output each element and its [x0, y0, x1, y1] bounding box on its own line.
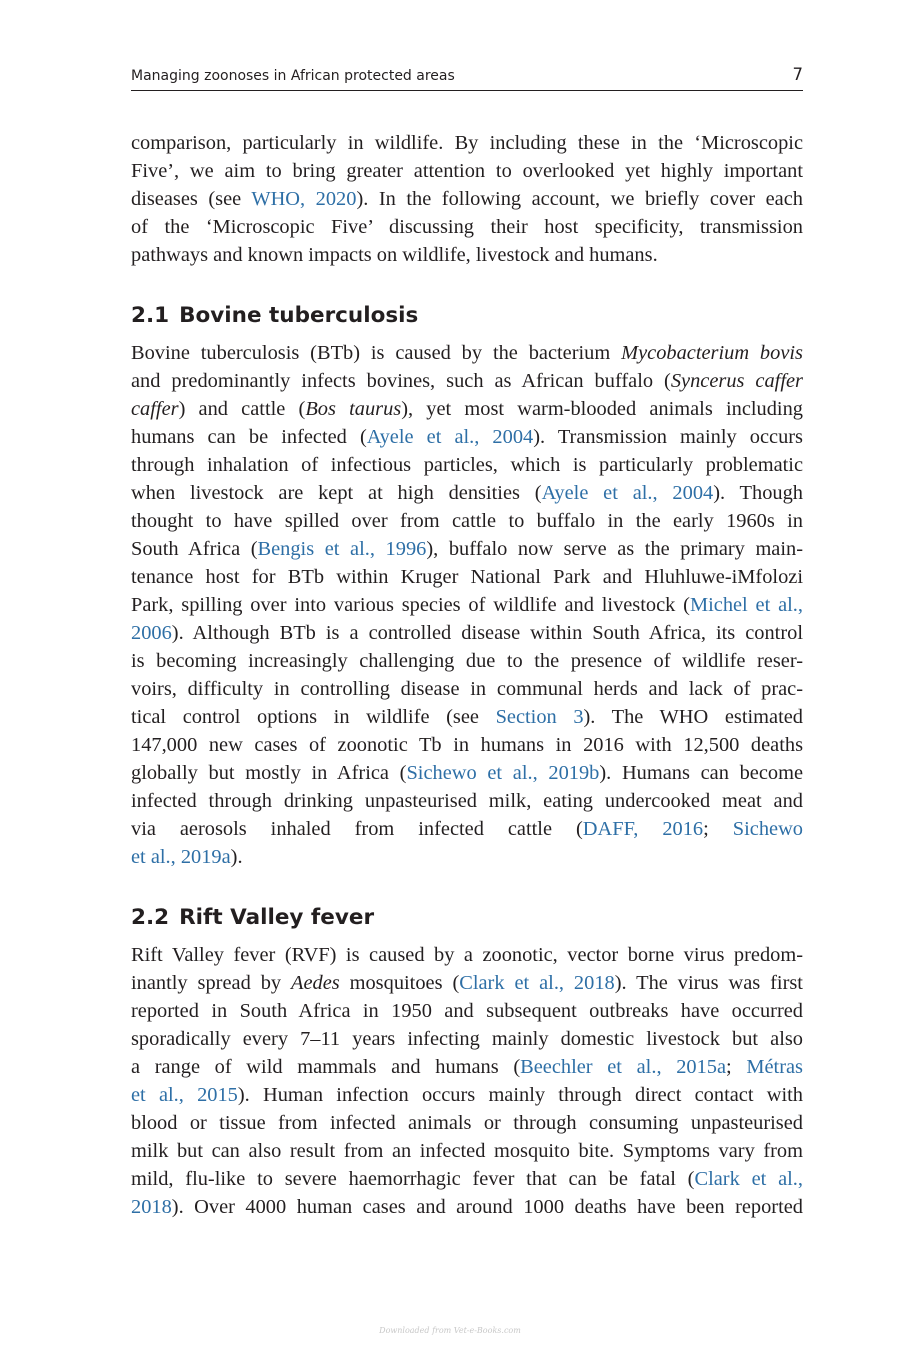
text-line: reported in South Africa in 1950 and subsequent outbreaks have occurred [131, 1000, 803, 1022]
text-line: tenance host for BTb within Kruger National Park and Hluhluwe-iMfolozi [131, 566, 803, 588]
text-line: via aerosols inhaled from infected cattle (DAFF, 2016; Sichewo [131, 818, 803, 840]
running-head-title: Managing zoonoses in African protected areas [131, 68, 455, 84]
citation-link[interactable]: Bengis et al., 1996 [257, 538, 427, 560]
citation-link[interactable]: et al., 2015 [131, 1084, 238, 1106]
section-body [131, 941, 803, 1221]
text-line: et al., 2019a). [131, 846, 243, 868]
text-line: sporadically every 7–11 years infecting mainly domestic livestock but also [131, 1028, 803, 1050]
citation-link[interactable]: WHO, 2020 [251, 188, 357, 210]
text-line: voirs, difficulty in controlling disease in communal herds and lack of prac- [131, 678, 803, 700]
citation-link[interactable]: Beechler et al., 2015a [520, 1056, 727, 1078]
text-line: Park, spilling over into various species of wildlife and livestock (Michel et al., [131, 594, 803, 616]
text-line: humans can be infected (Ayele et al., 2004). Transmission mainly occurs [131, 426, 803, 448]
citation-link[interactable]: Michel et al., [689, 594, 803, 616]
section-body [131, 339, 803, 871]
citation-link[interactable]: Sichewo et al., 2019b [406, 762, 600, 784]
citation-link[interactable]: Métras [746, 1056, 803, 1078]
text-line: 2006). Although BTb is a controlled disease within South Africa, its control [131, 622, 803, 644]
text-line: when livestock are kept at high densities (Ayele et al., 2004). Though [131, 482, 803, 504]
text-line: of the ‘Microscopic Five’ discussing their host specificity, transmission [131, 216, 803, 238]
text-line: Five’, we aim to bring greater attention to overlooked yet highly important [131, 160, 803, 182]
citation-link[interactable]: Clark et al., 2018 [459, 972, 615, 994]
text-line: Bovine tuberculosis (BTb) is caused by the bacterium Mycobacterium bovis [131, 342, 803, 364]
text-line: mild, flu-like to severe haemorrhagic fever that can be fatal (Clark et al., [131, 1168, 804, 1190]
text-line: diseases (see WHO, 2020). In the following account, we briefly cover each [131, 188, 803, 210]
citation-link[interactable]: Ayele et al., 2004 [366, 426, 534, 448]
watermark: Downloaded from Vet-e-Books.com [379, 1326, 521, 1335]
text-line: inantly spread by Aedes mosquitoes (Clark et al., 2018). The virus was first [131, 972, 803, 994]
section-number: 2.1 [131, 303, 170, 328]
citation-link[interactable]: 2018 [131, 1196, 172, 1218]
text-line: a range of wild mammals and humans (Beechler et al., 2015a; Métras [131, 1056, 803, 1078]
text-line: comparison, particularly in wildlife. By including these in the ‘Microscopic [131, 132, 803, 154]
text-line: 2018). Over 4000 human cases and around 1000 deaths have been reported [131, 1196, 803, 1218]
section-link[interactable]: Section 3 [495, 706, 584, 728]
text-line: Rift Valley fever (RVF) is caused by a zoonotic, vector borne virus predom- [131, 944, 803, 966]
text-line: blood or tissue from infected animals or through consuming unpasteurised [131, 1112, 803, 1134]
text-line: is becoming increasingly challenging due to the presence of wildlife reser- [131, 650, 803, 672]
citation-link[interactable]: 2006 [131, 622, 172, 644]
section-number: 2.2 [131, 905, 170, 930]
citation-link[interactable]: DAFF, 2016 [582, 818, 704, 840]
citation-link[interactable]: Ayele et al., 2004 [541, 482, 714, 504]
intro-paragraph [131, 129, 803, 269]
section-title: Bovine tuberculosis [179, 303, 419, 328]
text-line: et al., 2015). Human infection occurs mainly through direct contact with [131, 1084, 803, 1106]
text-line: South Africa (Bengis et al., 1996), buffalo now serve as the primary main- [131, 538, 804, 560]
text-line: infected through drinking unpasteurised milk, eating undercooked meat and [131, 790, 803, 812]
text-line: pathways and known impacts on wildlife, livestock and humans. [131, 244, 658, 266]
text-line: globally but mostly in Africa (Sichewo et al., 2019b). Humans can become [131, 762, 803, 784]
text-line: tical control options in wildlife (see Section 3). The WHO estimated [131, 706, 803, 728]
text-line: caffer) and cattle (Bos taurus), yet most warm-blooded animals including [131, 398, 803, 420]
text-line: and predominantly infects bovines, such as African buffalo (Syncerus caffer [131, 370, 803, 392]
citation-link[interactable]: Clark et al., [694, 1168, 804, 1190]
section-heading [131, 905, 803, 935]
text-line: through inhalation of infectious particles, which is particularly problematic [131, 454, 803, 476]
text-line: thought to have spilled over from cattle to buffalo in the early 1960s in [131, 510, 803, 532]
section-heading [131, 303, 803, 333]
section-title: Rift Valley fever [179, 905, 375, 930]
text-line: 147,000 new cases of zoonotic Tb in humans in 2016 with 12,500 deaths [131, 734, 803, 756]
citation-link[interactable]: Sichewo [732, 818, 803, 840]
page-number: 7 [792, 65, 803, 84]
running-head [131, 66, 803, 91]
text-line: milk but can also result from an infected mosquito bite. Symptoms vary from [131, 1140, 803, 1162]
citation-link[interactable]: et al., 2019a [131, 846, 231, 868]
